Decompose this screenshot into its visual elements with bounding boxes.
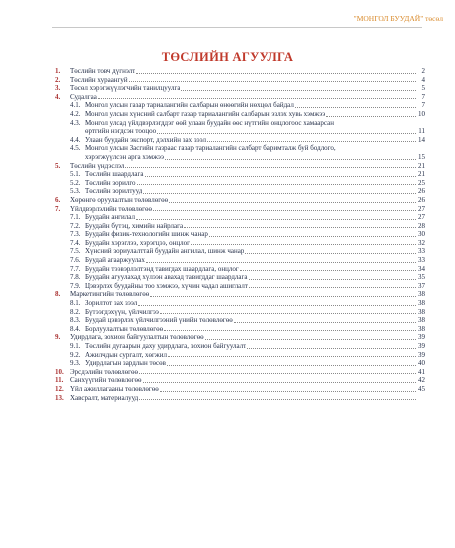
toc-entry-page: 21: [418, 170, 425, 179]
toc-leader-dots: [165, 159, 416, 160]
toc-entry[interactable]: [55, 359, 425, 368]
toc-entry-page: 35: [418, 273, 425, 282]
toc-entry-number: 7.: [55, 204, 61, 213]
toc-entry[interactable]: [55, 119, 425, 136]
toc-entry-title: Төслийн зорилтууд: [85, 187, 143, 196]
toc-entry-number: 7.6.: [70, 256, 81, 265]
toc-entry-page: 38: [418, 290, 425, 299]
toc-entry-page: 39: [418, 333, 425, 342]
toc-entry-page: 38: [418, 316, 425, 325]
toc-entry-page: 39: [418, 342, 425, 350]
toc-entry-page: 25: [418, 178, 425, 187]
toc-title: ТӨСЛИЙН АГУУЛГА: [161, 50, 294, 64]
table-of-contents: [55, 67, 425, 402]
toc-leader-dots: [240, 270, 416, 271]
toc-entry-title: Буудайн ангилал: [85, 213, 135, 222]
toc-leader-dots: [207, 141, 416, 142]
toc-entry-number: 2.: [55, 75, 61, 84]
toc-entry-title: Үйлдвэрлэлийн төлөвлөгөө: [70, 204, 153, 213]
toc-entry-number: 8.1.: [70, 299, 81, 308]
toc-leader-dots: [138, 305, 416, 306]
toc-entry-title: Монгол улсын газар тариалангийн салбарын өнөөгийн нөхцөл байдал: [85, 101, 294, 110]
toc-entry-number: 4.3.: [70, 118, 81, 127]
toc-entry-page: 33: [418, 256, 425, 265]
toc-entry-page: 39: [418, 350, 425, 359]
toc-entry-page: 37: [418, 281, 425, 290]
toc-entry[interactable]: [55, 385, 425, 394]
toc-entry-title: Борлуулалтын төлөвлөгөө: [85, 324, 164, 333]
toc-entry[interactable]: [55, 325, 425, 334]
toc-leader-dots: [191, 244, 416, 245]
toc-entry-number: 4.5.: [70, 144, 81, 153]
toc-entry[interactable]: [55, 136, 425, 145]
toc-entry-title: Төслийн үндэслэл: [70, 161, 125, 170]
toc-entry-page: 5: [421, 84, 425, 93]
toc-leader-dots: [143, 193, 416, 194]
toc-entry[interactable]: [55, 376, 425, 385]
toc-entry-title: Зорилтот зах зээл: [85, 299, 138, 308]
toc-entry-number: 4.2.: [70, 109, 81, 118]
toc-leader-dots: [157, 133, 416, 134]
toc-entry-title: Бүтээгдэхүүн, үйлчилгээ: [85, 307, 159, 316]
toc-entry-title: Буудайн агуулахад хүлээн авахад тавигддаг шаардлага: [85, 273, 248, 282]
toc-leader-dots: [137, 184, 416, 185]
toc-leader-dots: [153, 210, 416, 211]
toc-entry-page: 32: [418, 238, 425, 247]
toc-leader-dots: [326, 116, 416, 117]
toc-entry-page: 30: [418, 230, 425, 239]
toc-entry-number: 9.2.: [70, 350, 81, 359]
toc-leader-dots: [136, 219, 416, 220]
toc-leader-dots: [245, 253, 416, 254]
toc-entry-number: 5.2.: [70, 178, 81, 187]
toc-entry-title: Судалгаа: [70, 92, 97, 101]
toc-entry-title: Буудайн хэрэглээ, хэрэгцээ, онцлог: [85, 238, 190, 247]
toc-entry[interactable]: [55, 213, 425, 222]
toc-entry-page: 42: [418, 376, 425, 385]
toc-entry-number: 1.: [55, 67, 61, 75]
toc-entry[interactable]: [55, 256, 425, 265]
toc-entry-number: 8.2.: [70, 307, 81, 316]
toc-entry-title: Эрсдэлийн төлөвлөгөө: [70, 367, 138, 376]
toc-entry-page: 41: [418, 367, 425, 376]
toc-entry-page: 45: [418, 384, 425, 393]
toc-entry-page: 11: [418, 127, 425, 136]
toc-entry-number: 7.9.: [70, 281, 81, 290]
toc-entry[interactable]: [55, 230, 425, 239]
toc-entry[interactable]: [55, 351, 425, 360]
toc-leader-dots: [143, 382, 416, 383]
toc-entry-number: 12.: [55, 384, 64, 393]
running-header: "МОНГОЛ БУУДАЙ" төсөл: [353, 14, 443, 23]
toc-entry[interactable]: [55, 110, 425, 119]
toc-entry-number: 5.: [55, 161, 61, 170]
toc-entry-number: 7.2.: [70, 221, 81, 230]
toc-entry-title: Хүнсний зориулалттай буудайн ангилал, шинж чанар: [85, 247, 245, 256]
toc-entry-number: 5.1.: [70, 170, 81, 179]
toc-leader-dots: [139, 373, 416, 374]
toc-entry-page: 26: [418, 195, 425, 204]
toc-entry-page: 2: [421, 67, 425, 75]
toc-entry[interactable]: [55, 187, 425, 196]
toc-entry[interactable]: [55, 84, 425, 93]
toc-entry-number: 6.: [55, 195, 61, 204]
toc-entry-page: 10: [418, 109, 425, 118]
toc-entry-title: хэрэгжүүлсэн арга хэмжээ: [85, 152, 164, 161]
toc-entry[interactable]: [55, 170, 425, 179]
toc-entry[interactable]: [55, 316, 425, 325]
toc-entry-title: Төслийн хураангуй: [70, 75, 128, 84]
toc-entry-title: Төслийн зорилго: [85, 178, 136, 187]
toc-leader-dots: [295, 107, 416, 108]
toc-entry-number: 9.3.: [70, 359, 81, 368]
toc-entry-page: 21: [418, 161, 425, 170]
toc-entry-title: Монгол улсын Засгийн газраас газар тариалангийн салбарт баримталж буй бодлого,: [85, 144, 336, 153]
toc-entry-number: 8.4.: [70, 324, 81, 333]
toc-entry-page: 15: [418, 152, 425, 161]
toc-entry[interactable]: [55, 308, 425, 317]
toc-leader-dots: [129, 81, 416, 82]
toc-entry-number: 4.4.: [70, 135, 81, 144]
toc-entry-title: Удирдлагын зардлын төсөв: [85, 359, 166, 368]
toc-entry[interactable]: [55, 273, 425, 282]
toc-leader-dots: [168, 356, 416, 357]
toc-entry[interactable]: [55, 265, 425, 274]
toc-entry-title: Ажилчдын сургалт, хөгжил: [85, 350, 167, 359]
toc-entry-number: 7.1.: [70, 213, 81, 222]
toc-entry[interactable]: [55, 67, 425, 76]
toc-entry[interactable]: [55, 342, 425, 351]
toc-entry-title: Буудай цэвэрлэх үйлчилгээний үнийн төлөвлөгөө: [85, 316, 233, 325]
toc-entry[interactable]: [55, 394, 425, 403]
toc-leader-dots: [136, 73, 416, 74]
toc-leader-dots: [160, 313, 416, 314]
toc-entry-number: 8.: [55, 290, 61, 299]
toc-entry-page: 38: [418, 299, 425, 308]
toc-leader-dots: [181, 90, 416, 91]
toc-entry-title: Төслийн дугаарын даху удирдлага, зохион байгуулалт: [85, 342, 247, 350]
toc-leader-dots: [146, 262, 416, 263]
toc-leader-dots: [169, 202, 416, 203]
toc-entry[interactable]: [55, 76, 425, 85]
toc-leader-dots: [184, 227, 416, 228]
toc-leader-dots: [145, 176, 416, 177]
toc-entry-page: 4: [421, 75, 425, 84]
toc-leader-dots: [249, 287, 416, 288]
toc-entry[interactable]: [55, 144, 425, 161]
toc-entry-page: 40: [418, 359, 425, 368]
toc-entry[interactable]: [55, 239, 425, 248]
toc-leader-dots: [234, 322, 416, 323]
toc-leader-dots: [167, 365, 416, 366]
toc-leader-dots: [205, 339, 416, 340]
toc-entry[interactable]: [55, 101, 425, 110]
toc-entry-page: 34: [418, 264, 425, 273]
toc-entry-title: Буудайн физик-технологийн шинж чанар: [85, 230, 208, 239]
toc-entry-number: 3.: [55, 84, 61, 93]
toc-entry[interactable]: [55, 179, 425, 188]
toc-leader-dots: [209, 236, 416, 237]
toc-entry-number: 5.3.: [70, 187, 81, 196]
toc-entry[interactable]: [55, 299, 425, 308]
toc-entry-number: 7.5.: [70, 247, 81, 256]
toc-leader-dots: [98, 98, 416, 99]
toc-entry[interactable]: [55, 368, 425, 377]
toc-leader-dots: [139, 399, 416, 400]
toc-entry-title: Монгол улсын хүнсний салбарт газар тариалангийн салбарын эзлэх хувь хэмжээ: [85, 109, 326, 118]
toc-entry-number: 7.3.: [70, 230, 81, 239]
toc-entry-page: 38: [418, 307, 425, 316]
toc-entry[interactable]: [55, 247, 425, 256]
toc-entry[interactable]: [55, 205, 425, 214]
toc-leader-dots: [247, 348, 416, 349]
toc-entry-title: Буудайн бүтэц, химийн найрлага: [85, 221, 184, 230]
toc-entry-page: 27: [418, 213, 425, 222]
toc-leader-dots: [125, 167, 416, 168]
toc-entry-title: Хавсралт, материалууд: [70, 393, 139, 402]
toc-entry-title: Улаан буудайн экспорт, дэлхийн зах зээл: [85, 135, 207, 144]
toc-entry-title: Монгол улсад үйлдвэрлэгддэг өөй улаан буудайн өөс нүтгийн онцлогоос хамаарсан: [85, 118, 334, 127]
toc-entry-title: Хөрөнгө оруулалтын төлөвлөгөө: [70, 195, 169, 204]
toc-leader-dots: [160, 391, 416, 392]
toc-entry-page: 14: [418, 135, 425, 144]
toc-entry-number: 9.: [55, 333, 61, 342]
toc-entry-title: Санхүүгийн төлөвлөгөө: [70, 376, 142, 385]
toc-entry-title: Буудай агааржуулах: [85, 256, 145, 265]
toc-entry[interactable]: [55, 222, 425, 231]
toc-entry-page: 38: [418, 324, 425, 333]
toc-entry-number: 13.: [55, 393, 64, 402]
toc-entry-title: Удирдлага, зохион байгуулалтын төлөвлөгөө: [70, 333, 204, 342]
toc-leader-dots: [164, 330, 416, 331]
toc-entry-title: өртгийн нэгдсэн тооцоо: [85, 127, 157, 136]
toc-entry[interactable]: [55, 93, 425, 102]
toc-entry-title: Маркетингийн төлөвлөгөө: [70, 290, 150, 299]
toc-entry-number: 7.8.: [70, 273, 81, 282]
toc-entry-page: 28: [418, 221, 425, 230]
toc-entry[interactable]: [55, 196, 425, 205]
toc-entry-title: Төслийн шаардлага: [85, 170, 144, 179]
toc-entry-title: Буудайн тээвэрлэлтэнд тавигдах шаардлага, онцлог: [85, 264, 239, 273]
toc-entry-page: 7: [421, 92, 425, 101]
toc-entry-number: 9.1.: [70, 342, 81, 350]
toc-leader-dots: [150, 296, 416, 297]
header-divider: [52, 27, 422, 28]
toc-entry-title: Үйл ажиллагааны төлөвлөгөө: [70, 384, 159, 393]
toc-entry-number: 4.: [55, 92, 61, 101]
toc-entry-number: 11.: [55, 376, 64, 385]
toc-entry-title: Төслийн товч дүгнэлт: [70, 67, 136, 75]
toc-entry-title: Цэвэрлэх буудайны тоо хэмжээ, хүчин чадал ашиглалт: [85, 281, 248, 290]
toc-entry-page: 27: [418, 204, 425, 213]
toc-entry-number: 10.: [55, 367, 64, 376]
toc-entry-title: Төсөл хэрэгжүүлэгчийн танилцуулга: [70, 84, 181, 93]
toc-entry[interactable]: [55, 162, 425, 171]
toc-entry-number: 8.3.: [70, 316, 81, 325]
toc-leader-dots: [249, 279, 417, 280]
toc-entry[interactable]: [55, 333, 425, 342]
toc-entry-number: 7.7.: [70, 264, 81, 273]
toc-entry-page: 26: [418, 187, 425, 196]
toc-entry-page: 7: [421, 101, 425, 110]
toc-entry[interactable]: [55, 282, 425, 291]
toc-entry-number: 4.1.: [70, 101, 81, 110]
toc-entry-page: 33: [418, 247, 425, 256]
toc-entry[interactable]: [55, 290, 425, 299]
toc-entry-number: 7.4.: [70, 238, 81, 247]
